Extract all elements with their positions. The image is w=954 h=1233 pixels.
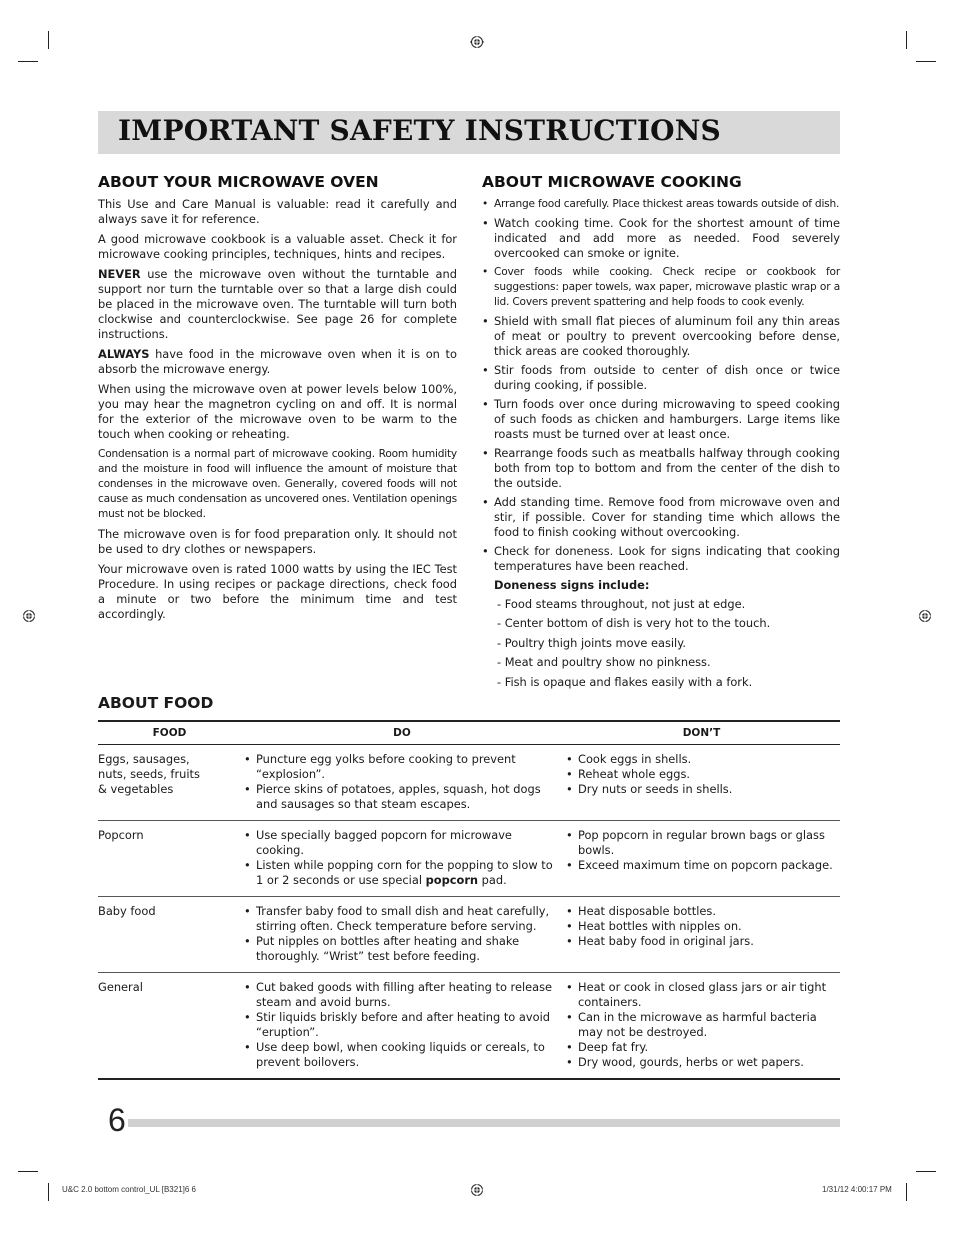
- list-item: - Meat and poultry show no pinkness.: [497, 655, 711, 670]
- food-cell: Popcorn: [98, 821, 241, 897]
- paragraph-text: have food in the microwave oven when it is on to absorb the microwave energy.: [98, 347, 457, 376]
- footer-band: [128, 1119, 840, 1127]
- section-heading: ABOUT MICROWAVE COOKING: [482, 173, 742, 191]
- list-item: - Food steams throughout, not just at edge.: [497, 597, 746, 611]
- list-item: - Center bottom of dish is very hot to the touch.: [497, 616, 771, 631]
- crop-mark: [18, 61, 38, 62]
- list-item: • Shield with small flat pieces of aluminum foil any thin areas of meat or poultry to prevent overcooking before dense, thick areas are cooked thoroughly.: [482, 314, 840, 359]
- food-cell: Eggs, sausages, nuts, seeds, fruits & vegetables: [98, 745, 241, 821]
- registration-mark-icon: [918, 609, 932, 623]
- list-item: • Put nipples on bottles after heating and shake thoroughly. “Wrist” test before feeding.: [241, 934, 563, 964]
- list-item: - Poultry thigh joints move easily.: [497, 635, 686, 650]
- food-cell: Baby food: [98, 897, 241, 973]
- list-item: • Deep fat fry.: [563, 1040, 840, 1055]
- list-item: • Stir liquids briskly before and after heating to avoid “eruption”.: [241, 1010, 563, 1040]
- list-item: • Cut baked goods with filling after heating to release steam and avoid burns.: [241, 980, 563, 1010]
- column-header: DON’T: [563, 721, 840, 745]
- list-item: • Transfer baby food to small dish and heat carefully, stirring often. Check temperature before serving.: [241, 904, 563, 934]
- page-number: 6: [108, 1102, 126, 1138]
- table-row: [98, 897, 840, 973]
- list-item: • Heat disposable bottles.: [563, 904, 840, 919]
- food-table: [98, 720, 840, 1080]
- column-header: FOOD: [98, 721, 241, 745]
- list-item: • Add standing time. Remove food from microwave oven and stir, if possible. Cover for standing time which allows the food to finish cooking without overcooking.: [482, 495, 840, 540]
- list-item: • Stir foods from outside to center of dish once or twice during cooking, if possible.: [482, 363, 840, 393]
- section-microwave-cooking: [482, 172, 840, 694]
- paragraph-text: use the microwave oven without the turntable and support nor turn the turntable over so that a large dish could be placed in the microwave oven. The turntable will turn both clockwise and counterclockwise. See page 26 for complete instructions.: [98, 267, 457, 341]
- list-item: - Fish is opaque and flakes easily with a fork.: [497, 674, 753, 689]
- crop-mark: [18, 1171, 38, 1172]
- crop-mark: [916, 1171, 936, 1172]
- do-cell: [241, 821, 563, 897]
- do-cell: [241, 745, 563, 821]
- list-item: • Use specially bagged popcorn for microwave cooking.: [241, 828, 563, 858]
- list-item: • Rearrange foods such as meatballs halfway through cooking both from top to bottom and from the center of the dish to the outside.: [482, 446, 840, 491]
- crop-mark: [906, 31, 907, 49]
- registration-mark-icon: [470, 35, 484, 49]
- paragraph: This Use and Care Manual is valuable: read it carefully and always save it for reference.: [98, 197, 457, 226]
- list-item-text: pad.: [478, 873, 507, 887]
- dont-cell: [563, 821, 840, 897]
- table-header-row: [98, 721, 840, 745]
- dont-cell: [563, 897, 840, 973]
- list-item: • Turn foods over once during microwaving to speed cooking of such foods as chicken and hamburgers. Large items like roasts must be turned over at least once.: [482, 397, 840, 442]
- list-item: • Cook eggs in shells.: [563, 752, 840, 767]
- title-banner: [98, 111, 840, 154]
- list-item: • Arrange food carefully. Place thickest areas towards outside of dish.: [482, 197, 840, 212]
- emphasis: NEVER: [98, 267, 141, 281]
- paragraph: Condensation is a normal part of microwave cooking. Room humidity and the moisture in food will influence the amount of moisture that condenses in the microwave oven. Generally, covered foods will not cause as much condensation as uncovered ones. Ventilation openings must not be blocked.: [98, 448, 457, 520]
- emphasis: popcorn: [425, 873, 479, 887]
- section-microwave-oven: [98, 172, 457, 627]
- crop-mark: [48, 1183, 49, 1201]
- list-item: • Use deep bowl, when cooking liquids or cereals, to prevent boilovers.: [241, 1040, 563, 1070]
- registration-mark-icon: [470, 1183, 484, 1197]
- list-item: • Check for doneness. Look for signs indicating that cooking temperatures have been reached.: [482, 544, 840, 574]
- section-heading: ABOUT FOOD: [98, 694, 214, 712]
- list-item: • Heat or cook in closed glass jars or air tight containers.: [563, 980, 840, 1010]
- do-cell: [241, 973, 563, 1080]
- table-row: [98, 745, 840, 821]
- paragraph: When using the microwave oven at power levels below 100%, you may hear the magnetron cycling on and off. It is normal for the exterior of the microwave oven to be warm to the touch when cooking or reheating.: [98, 382, 457, 441]
- paragraph: [98, 347, 457, 377]
- dont-cell: [563, 973, 840, 1080]
- dont-cell: [563, 745, 840, 821]
- print-slug-right: 1/31/12 4:00:17 PM: [822, 1185, 892, 1194]
- crop-mark: [48, 31, 49, 49]
- paragraph: [98, 267, 457, 342]
- crop-mark: [916, 61, 936, 62]
- paragraph: A good microwave cookbook is a valuable asset. Check it for microwave cooking principles, techniques, hints and recipes.: [98, 232, 457, 261]
- list-item: • Puncture egg yolks before cooking to prevent “explosion”.: [241, 752, 563, 782]
- list-item: • Reheat whole eggs.: [563, 767, 840, 782]
- doneness-heading: Doneness signs include:: [494, 578, 650, 592]
- print-slug-left: U&C 2.0 bottom control_UL [B321]6 6: [62, 1185, 196, 1194]
- food-cell: General: [98, 973, 241, 1080]
- cooking-tips-list: [482, 197, 840, 574]
- do-cell: [241, 897, 563, 973]
- list-item: • Dry wood, gourds, herbs or wet papers.: [563, 1055, 840, 1070]
- table-row: [98, 973, 840, 1080]
- doneness-list: [482, 597, 840, 690]
- list-item: • Pierce skins of potatoes, apples, squash, hot dogs and sausages so that steam escapes.: [241, 782, 563, 812]
- list-item: • Dry nuts or seeds in shells.: [563, 782, 840, 797]
- list-item: • Cover foods while cooking. Check recipe or cookbook for suggestions: paper towels, wax paper, microwave plastic wrap or a lid. Covers prevent spattering and help foods to cook evenly.: [482, 265, 840, 310]
- list-item: • Pop popcorn in regular brown bags or glass bowls.: [563, 828, 840, 858]
- column-header: DO: [241, 721, 563, 745]
- list-item: [241, 858, 563, 888]
- crop-mark: [906, 1183, 907, 1201]
- paragraph: Your microwave oven is rated 1000 watts by using the IEC Test Procedure. In using recipes or package directions, check food a minute or two before the minimum time and test accordingly.: [98, 562, 457, 621]
- page-title: IMPORTANT SAFETY INSTRUCTIONS: [118, 114, 721, 147]
- list-item: • Heat bottles with nipples on.: [563, 919, 840, 934]
- list-item: • Exceed maximum time on popcorn package.: [563, 858, 840, 873]
- list-item: • Can in the microwave as harmful bacteria may not be destroyed.: [563, 1010, 840, 1040]
- list-item: • Watch cooking time. Cook for the shortest amount of time indicated and add more as needed. Food severely overcooked can smoke or ignite.: [482, 216, 840, 261]
- section-heading: ABOUT YOUR MICROWAVE OVEN: [98, 173, 379, 191]
- paragraph: The microwave oven is for food preparation only. It should not be used to dry clothes or newspapers.: [98, 527, 457, 556]
- emphasis: ALWAYS: [98, 347, 150, 361]
- table-row: [98, 821, 840, 897]
- list-item: • Heat baby food in original jars.: [563, 934, 840, 949]
- registration-mark-icon: [22, 609, 36, 623]
- list-item-text: Listen while popping corn for the popping to slow to 1 or 2 seconds or use special: [256, 858, 553, 887]
